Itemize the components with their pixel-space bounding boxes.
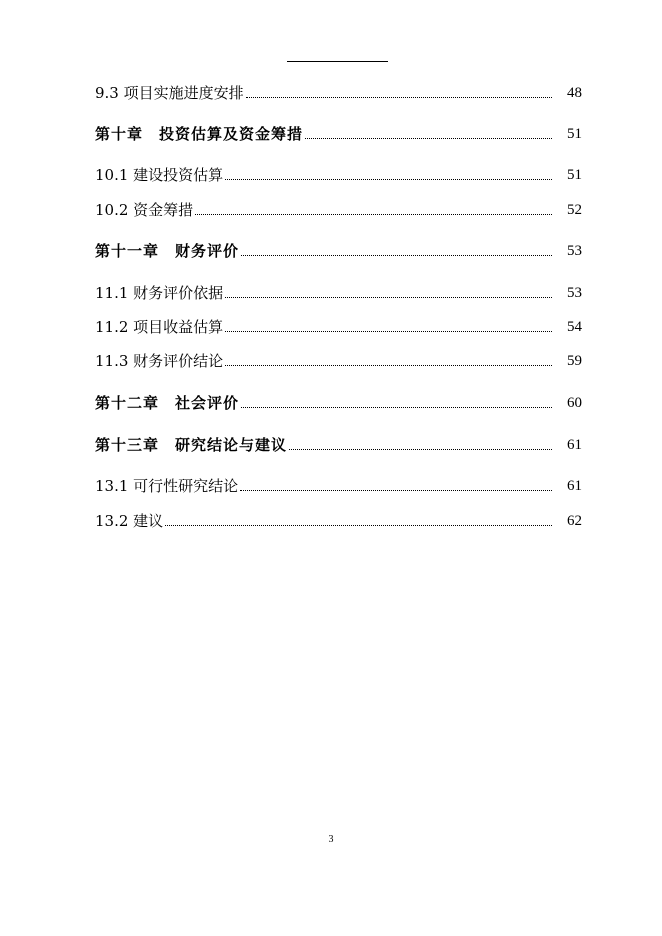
toc-entry-page: 53 [567, 285, 582, 301]
toc-entry[interactable] [95, 280, 582, 302]
toc-leader [165, 525, 552, 526]
toc-leader [225, 365, 552, 366]
toc-entry-page: 51 [567, 167, 582, 183]
toc-entry[interactable] [95, 314, 582, 336]
toc-entry-page: 59 [567, 353, 582, 369]
toc-entry[interactable] [95, 197, 582, 219]
toc-entry-page: 53 [567, 243, 582, 259]
toc-leader [225, 331, 552, 332]
toc-entry-title: 13.1 可行性研究结论 [95, 477, 239, 495]
toc-entry-title: 第十章 投资估算及资金筹措 [95, 125, 304, 143]
toc-entry-title: 第十三章 研究结论与建议 [95, 436, 288, 454]
toc-entry[interactable] [95, 162, 582, 184]
toc-leader [305, 138, 552, 139]
toc-entry[interactable] [95, 348, 582, 370]
toc-entry[interactable] [95, 473, 582, 495]
toc-entry-title: 11.1 财务评价依据 [95, 284, 224, 302]
toc-entry-page: 62 [567, 513, 582, 529]
header-rule [287, 61, 388, 62]
toc-entry-title: 9.3 项目实施进度安排 [95, 84, 244, 102]
toc-entry[interactable] [95, 238, 582, 260]
toc-leader [240, 490, 552, 491]
toc-leader [246, 97, 552, 98]
toc-entry-page: 61 [567, 437, 582, 453]
toc-entry-title: 10.1 建设投资估算 [95, 166, 224, 184]
toc-entry-page: 51 [567, 126, 582, 142]
toc-entry-title: 13.2 建议 [95, 512, 164, 530]
toc-leader [225, 179, 552, 180]
toc-entry-title: 第十二章 社会评价 [95, 394, 240, 412]
toc-entry[interactable] [95, 508, 582, 530]
toc-entry-title: 11.2 项目收益估算 [95, 318, 224, 336]
toc-entry-title: 第十一章 财务评价 [95, 242, 240, 260]
toc-entry-page: 52 [567, 202, 582, 218]
toc-leader [241, 407, 552, 408]
toc-entry[interactable] [95, 121, 582, 143]
toc-entry-title: 11.3 财务评价结论 [95, 352, 224, 370]
toc-leader [225, 297, 552, 298]
toc-leader [241, 255, 552, 256]
page-number: 3 [328, 834, 334, 845]
toc-entry[interactable] [95, 432, 582, 454]
toc-leader [195, 214, 552, 215]
toc-entry-page: 61 [567, 478, 582, 494]
toc-leader [289, 449, 552, 450]
toc-entry-page: 60 [567, 395, 582, 411]
toc-entry[interactable] [95, 390, 582, 412]
toc-entry-page: 54 [567, 319, 582, 335]
toc-entry-title: 10.2 资金筹措 [95, 201, 194, 219]
toc-entry[interactable] [95, 80, 582, 102]
toc-entry-page: 48 [567, 85, 582, 101]
